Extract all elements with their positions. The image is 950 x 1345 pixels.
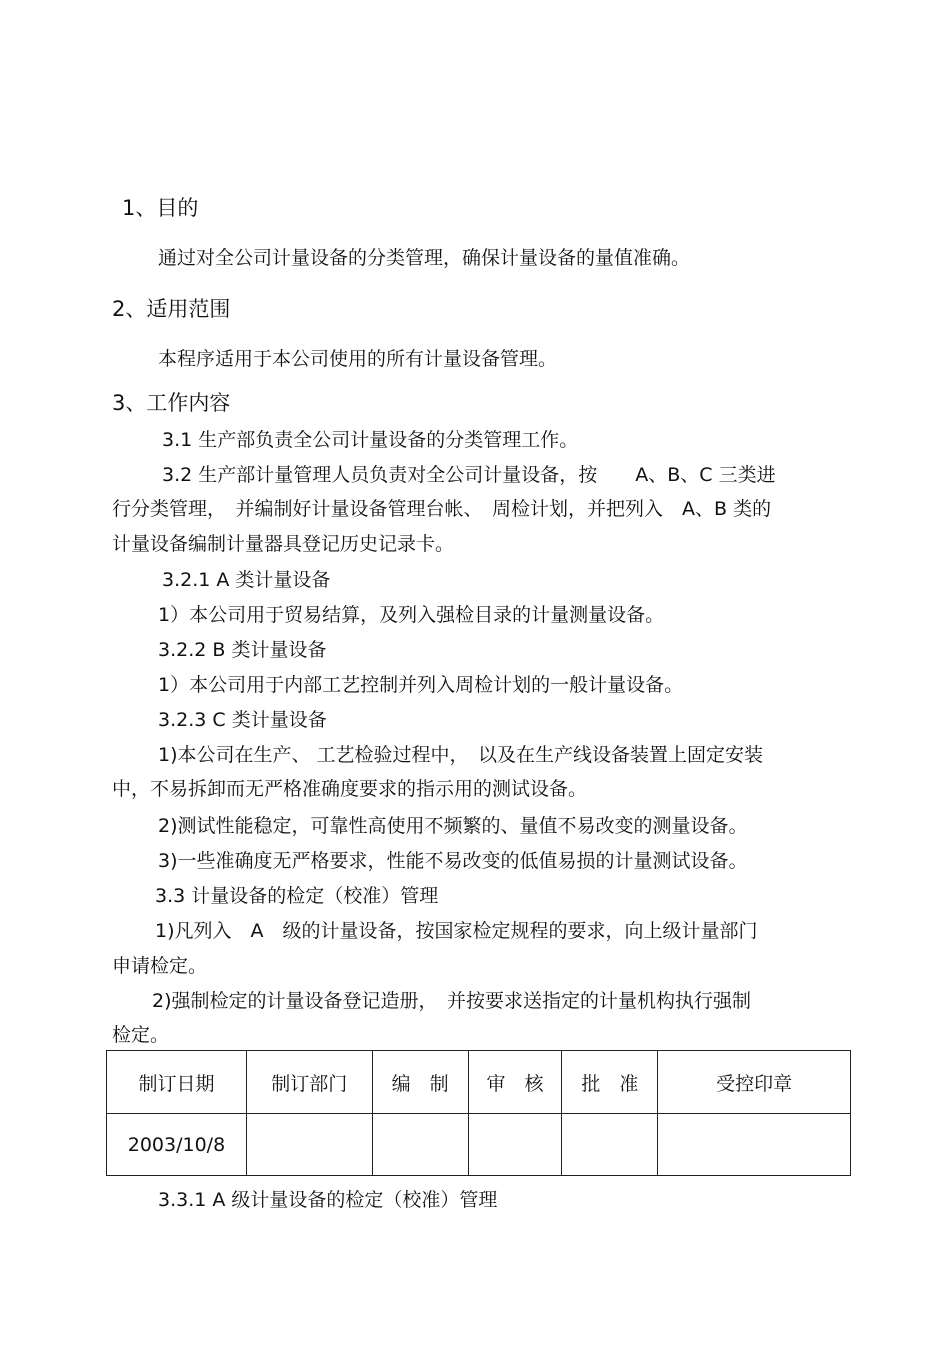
cell-control-stamp (658, 1114, 851, 1176)
heading-3-3: 3.3 计量设备的检定（校准）管理 (155, 885, 439, 907)
cell-approved (562, 1114, 658, 1176)
item-c-2: 2)测试性能稳定，可靠性高使用不频繁的、量值不易改变的测量设备。 (158, 815, 748, 837)
item-b-1: 1）本公司用于内部工艺控制并列入周检计划的一般计量设备。 (158, 674, 684, 696)
header-date: 制订日期 (107, 1051, 247, 1114)
header-approved: 批 准 (562, 1051, 658, 1114)
paragraph-3-2-line3: 计量设备编制计量器具登记历史记录卡。 (112, 533, 455, 555)
item-c-3: 3)一些准确度无严格要求，性能不易改变的低值易损的计量测试设备。 (158, 850, 748, 872)
header-reviewed: 审 核 (468, 1051, 562, 1114)
revision-table (106, 1050, 851, 1176)
item-d-1-line2: 申请检定。 (112, 955, 208, 977)
cell-reviewed (468, 1114, 562, 1176)
item-d-2-line1: 2)强制检定的计量设备登记造册， 并按要求送指定的计量机构执行强制 (152, 990, 752, 1012)
heading-3-2-2: 3.2.2 B 类计量设备 (158, 639, 327, 661)
item-d-2-line2: 检定。 (112, 1024, 170, 1046)
paragraph-scope: 本程序适用于本公司使用的所有计量设备管理。 (158, 348, 558, 370)
header-department: 制订部门 (246, 1051, 372, 1114)
table-row (107, 1114, 851, 1176)
paragraph-purpose: 通过对全公司计量设备的分类管理，确保计量设备的量值准确。 (158, 247, 691, 269)
paragraph-3-2-line1: 3.2 生产部计量管理人员负责对全公司计量设备，按 A、B、C 三类进 (162, 464, 776, 486)
heading-3-2-1: 3.2.1 A 类计量设备 (162, 569, 331, 591)
cell-department (246, 1114, 372, 1176)
table-header-row (107, 1051, 851, 1114)
heading-scope: 2、适用范围 (112, 297, 231, 321)
header-compiled: 编 制 (372, 1051, 468, 1114)
heading-work-content: 3、工作内容 (112, 391, 231, 415)
heading-purpose: 1、目的 (122, 196, 199, 220)
item-c-1-line1: 1)本公司在生产、 工艺检验过程中， 以及在生产线设备装置上固定安装 (158, 744, 764, 766)
heading-3-3-1: 3.3.1 A 级计量设备的检定（校准）管理 (158, 1189, 498, 1211)
cell-date: 2003/10/8 (107, 1114, 247, 1176)
paragraph-3-2-line2: 行分类管理， 并编制好计量设备管理台帐、 周检计划，并把列入 A、B 类的 (112, 498, 772, 520)
header-control-stamp: 受控印章 (658, 1051, 851, 1114)
heading-3-2-3: 3.2.3 C 类计量设备 (158, 709, 327, 731)
item-d-1-line1: 1)凡列入 A 级的计量设备，按国家检定规程的要求，向上级计量部门 (155, 920, 758, 942)
item-c-1-line2: 中，不易拆卸而无严格准确度要求的指示用的测试设备。 (112, 778, 588, 800)
item-a-1: 1）本公司用于贸易结算，及列入强检目录的计量测量设备。 (158, 604, 665, 626)
paragraph-3-1: 3.1 生产部负责全公司计量设备的分类管理工作。 (162, 429, 579, 451)
cell-compiled (372, 1114, 468, 1176)
